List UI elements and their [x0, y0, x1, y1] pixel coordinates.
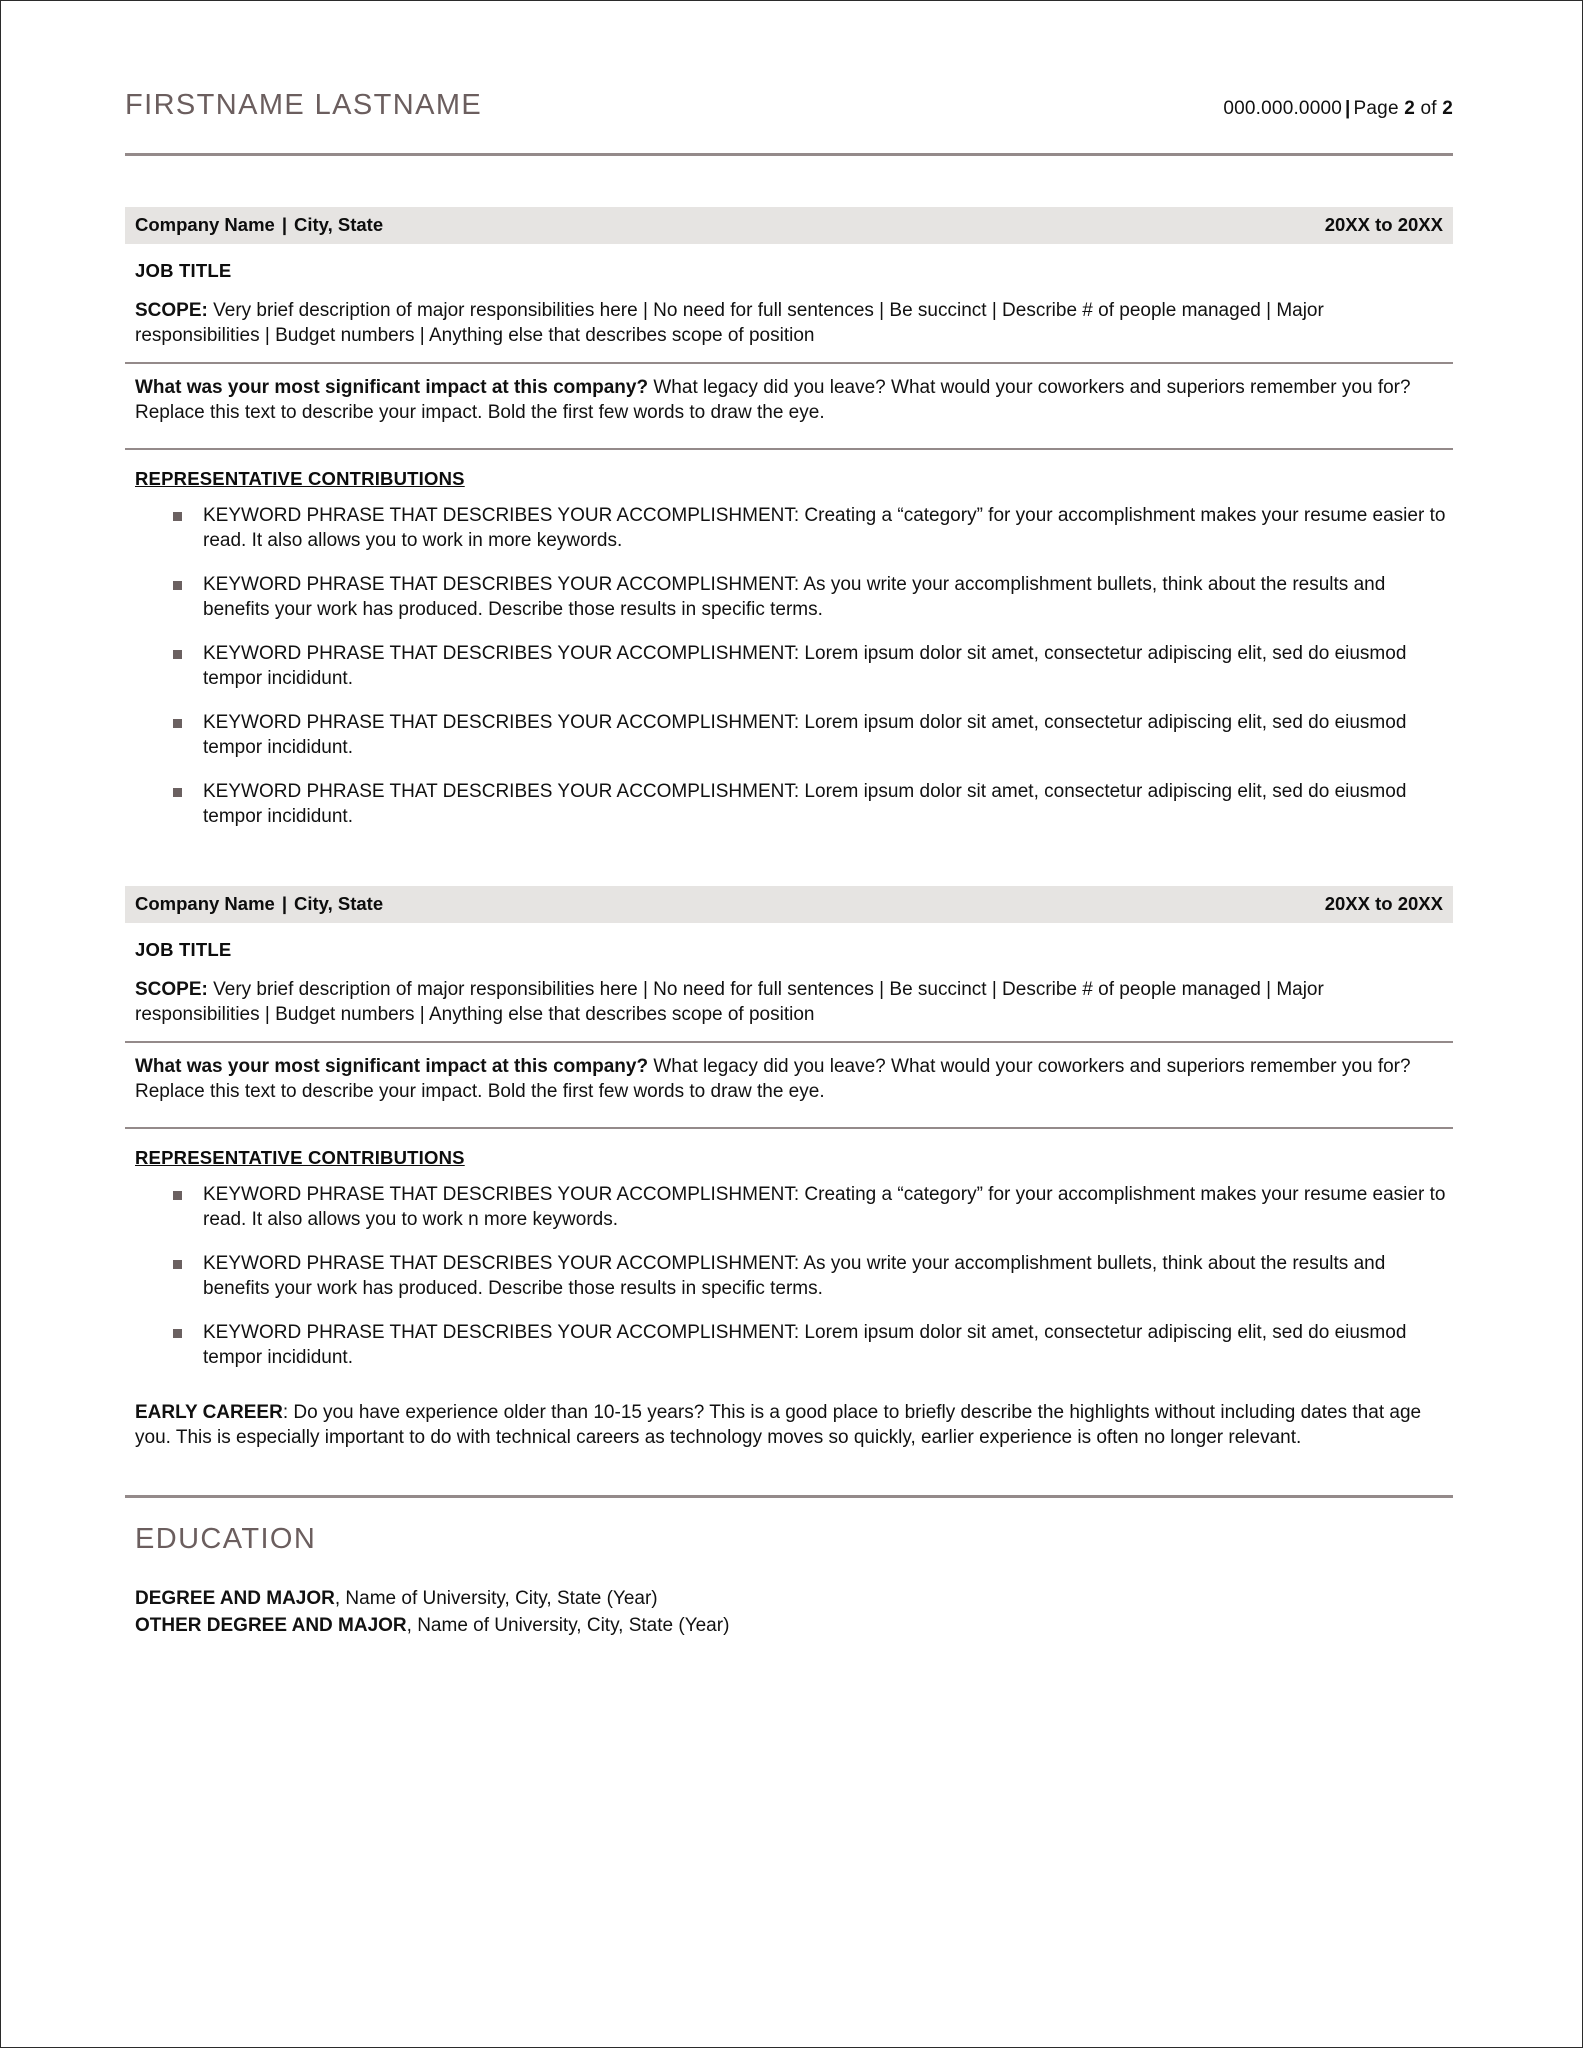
list-item [125, 642, 1453, 691]
contributions-list [125, 1183, 1453, 1370]
contributions-heading: REPRESENTATIVE CONTRIBUTIONS [135, 1147, 465, 1169]
bullet-text: KEYWORD PHRASE THAT DESCRIBES YOUR ACCOMPLISHMENT: Creating a “category” for your accomplishment makes your resume easier to read. It also allows you to work n more keywords. [203, 1184, 1446, 1230]
list-item [125, 1183, 1453, 1232]
early-career-label: EARLY CAREER [135, 1402, 283, 1424]
company-name: Company Name [135, 214, 275, 235]
impact-divider-top [125, 362, 1453, 364]
list-item [135, 1586, 1453, 1613]
impact-divider-bottom [125, 1127, 1453, 1129]
bullet-text: KEYWORD PHRASE THAT DESCRIBES YOUR ACCOMPLISHMENT: Lorem ipsum dolor sit amet, consectetur adipiscing elit, sed do eiusmod tempor incididunt. [203, 712, 1407, 758]
job-title: JOB TITLE [135, 939, 232, 961]
square-bullet-icon [173, 650, 182, 659]
bullet-text: KEYWORD PHRASE THAT DESCRIBES YOUR ACCOMPLISHMENT: Lorem ipsum dolor sit amet, consectetur adipiscing elit, sed do eiusmod tempor incididunt. [203, 781, 1407, 827]
list-item [135, 1613, 1453, 1640]
company-header-bar [125, 886, 1453, 923]
education-section-title: EDUCATION [135, 1522, 317, 1555]
early-career-text: : Do you have experience older than 10-15 years? This is a good place to briefly describe the highlights without including dates that age you. This is especially important to do with technical careers as technology moves so quickly, earlier experience is often no longer relevant. [135, 1402, 1422, 1449]
phone-number: 000.000.0000 [1223, 98, 1343, 119]
contributions-list [125, 504, 1453, 829]
list-item [125, 504, 1453, 553]
degree-name: OTHER DEGREE AND MAJOR [135, 1614, 407, 1636]
company-separator: | [281, 893, 288, 915]
impact-question: What was your most significant impact at this company? [135, 1055, 649, 1077]
square-bullet-icon [173, 581, 182, 590]
page-label: Page [1353, 98, 1399, 119]
impact-paragraph [135, 1054, 1449, 1115]
scope-text: Very brief description of major responsibilities here | No need for full sentences | Be succinct | Describe # of people managed | Major responsibilities | Budget numbers | Anything else that describes scope of position [135, 979, 1324, 1026]
degree-detail: , Name of University, City, State (Year) [406, 1614, 730, 1636]
scope-label: SCOPE: [135, 979, 208, 1001]
impact-text: What legacy did you leave? What would your coworkers and superiors remember you for? Replace this text to describe your impact. Bold the first few words to draw the eye. [135, 376, 1411, 423]
company-location: City, State [294, 214, 384, 235]
company-name-and-location [135, 214, 383, 236]
scope-paragraph [135, 298, 1449, 349]
impact-paragraph [135, 375, 1449, 436]
bullet-text: KEYWORD PHRASE THAT DESCRIBES YOUR ACCOMPLISHMENT: Creating a “category” for your accomplishment makes your resume easier to read. It also allows you to work in more keywords. [203, 505, 1446, 551]
page-of: of [1420, 98, 1437, 119]
square-bullet-icon [173, 1191, 182, 1200]
page-current: 2 [1404, 98, 1415, 119]
page-total: 2 [1442, 98, 1453, 119]
document-header [125, 1, 1453, 122]
bullet-text: KEYWORD PHRASE THAT DESCRIBES YOUR ACCOMPLISHMENT: Lorem ipsum dolor sit amet, consectetur adipiscing elit, sed do eiusmod tempor incididunt. [203, 643, 1407, 689]
education-list [135, 1586, 1453, 1640]
degree-name: DEGREE AND MAJOR [135, 1587, 335, 1609]
header-divider [125, 153, 1453, 156]
scope-text: Very brief description of major responsibilities here | No need for full sentences | Be succinct | Describe # of people managed | Major responsibilities | Budget numbers | Anything else that describes scope of position [135, 300, 1324, 347]
bullet-text: KEYWORD PHRASE THAT DESCRIBES YOUR ACCOMPLISHMENT: As you write your accomplishment bullets, think about the results and benefits your work has produced. Describe those results in specific terms. [203, 1253, 1386, 1299]
square-bullet-icon [173, 1329, 182, 1338]
impact-divider-bottom [125, 448, 1453, 450]
bullet-text: KEYWORD PHRASE THAT DESCRIBES YOUR ACCOMPLISHMENT: As you write your accomplishment bullets, think about the results and benefits your work has produced. Describe those results in specific terms. [203, 574, 1386, 620]
header-separator: | [1345, 98, 1351, 119]
company-name: Company Name [135, 893, 275, 915]
list-item [125, 573, 1453, 622]
company-header-bar [125, 207, 1453, 244]
job-title: JOB TITLE [135, 260, 232, 281]
list-item [125, 1321, 1453, 1370]
contributions-heading: REPRESENTATIVE CONTRIBUTIONS [135, 468, 465, 490]
square-bullet-icon [173, 719, 182, 728]
company-name-and-location [135, 893, 383, 915]
impact-divider-top [125, 1041, 1453, 1043]
job-entry [125, 886, 1453, 1451]
scope-paragraph [135, 977, 1449, 1028]
square-bullet-icon [173, 1260, 182, 1269]
employment-dates: 20XX to 20XX [1324, 893, 1443, 915]
company-location: City, State [294, 893, 384, 915]
employment-dates: 20XX to 20XX [1324, 214, 1443, 235]
job-entry [125, 207, 1453, 829]
degree-detail: , Name of University, City, State (Year) [334, 1587, 658, 1609]
scope-label: SCOPE: [135, 300, 208, 321]
page-title: FIRSTNAME LASTNAME [125, 89, 483, 121]
company-separator: | [281, 214, 288, 235]
header-contact-and-page [1223, 98, 1453, 120]
square-bullet-icon [173, 512, 182, 521]
bullet-text: KEYWORD PHRASE THAT DESCRIBES YOUR ACCOMPLISHMENT: Lorem ipsum dolor sit amet, consectetur adipiscing elit, sed do eiusmod tempor incididunt. [203, 1322, 1407, 1368]
list-item [125, 711, 1453, 760]
list-item [125, 780, 1453, 829]
education-divider [125, 1495, 1453, 1498]
list-item [125, 1252, 1453, 1301]
impact-text: What legacy did you leave? What would your coworkers and superiors remember you for? Replace this text to describe your impact. Bold the first few words to draw the eye. [135, 1055, 1411, 1102]
square-bullet-icon [173, 788, 182, 797]
early-career-paragraph [135, 1400, 1451, 1451]
impact-question: What was your most significant impact at this company? [135, 376, 649, 398]
